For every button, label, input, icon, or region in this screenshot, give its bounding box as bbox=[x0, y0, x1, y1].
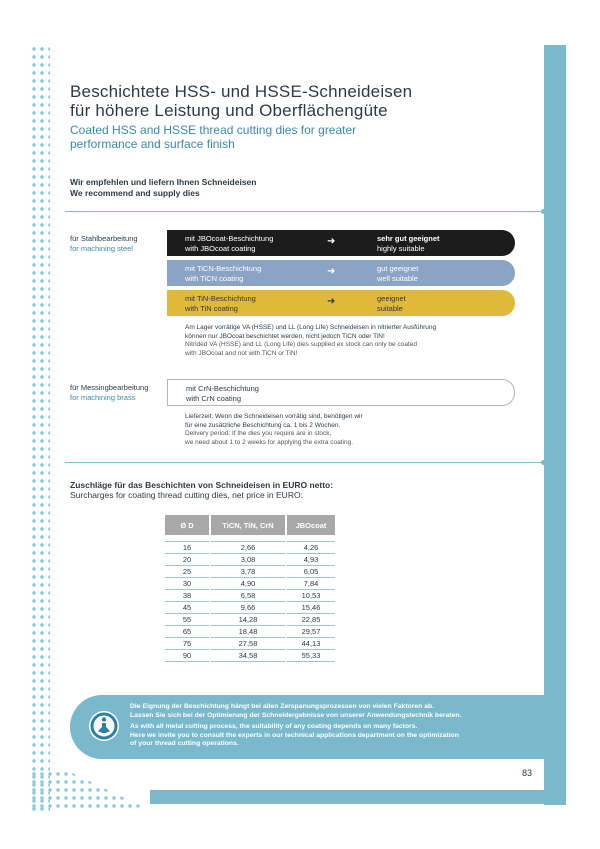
table-cell: 4,90 bbox=[210, 577, 286, 589]
table-cell: 6,05 bbox=[286, 565, 336, 577]
column-header: JBOcoat bbox=[286, 515, 336, 535]
table-cell: 65 bbox=[165, 625, 210, 637]
table-cell: 18,48 bbox=[210, 625, 286, 637]
delivery-note: Lieferzeit: Wenn die Schneideisen vorrätig sind, benötigen wir für eine zusätzliche Beschichtung ca. 1 bis 2 Wochen. Delivery period: If the dies you require are in stock, we need about 1 to 2 weeks for applying the extra coating. bbox=[185, 413, 363, 447]
table-cell: 7,84 bbox=[286, 577, 336, 589]
table-row bbox=[165, 565, 336, 577]
arrow-icon: ➜ bbox=[327, 236, 336, 247]
table-cell: 2,66 bbox=[210, 541, 286, 553]
divider bbox=[65, 211, 545, 212]
table-row bbox=[165, 649, 336, 661]
table-cell: 55 bbox=[165, 613, 210, 625]
coating-row-jbocoat: mit JBOcoat-Beschichtung with JBOcoat coating ➜ sehr gut geeignet highly suitable bbox=[167, 230, 515, 256]
table-cell: 25 bbox=[165, 565, 210, 577]
divider-dot bbox=[541, 460, 546, 465]
table-cell: 90 bbox=[165, 649, 210, 661]
arrow-icon: ➜ bbox=[327, 266, 336, 277]
surcharge-table bbox=[165, 515, 337, 662]
steel-label: für Stahlbearbeitung for machining steel bbox=[70, 234, 138, 253]
table-cell: 34,58 bbox=[210, 649, 286, 661]
table-cell: 22,85 bbox=[286, 613, 336, 625]
table-row bbox=[165, 637, 336, 649]
table-cell: 29,57 bbox=[286, 625, 336, 637]
intro-text: Wir empfehlen und liefern Ihnen Schneideisen We recommend and supply dies bbox=[70, 177, 257, 198]
table-row bbox=[165, 625, 336, 637]
table-cell: 10,53 bbox=[286, 589, 336, 601]
bottom-accent-bar bbox=[150, 790, 566, 804]
page-title: Beschichtete HSS- und HSSE-Schneideisen für höhere Leistung und Oberflächengüte bbox=[70, 82, 413, 120]
table-cell: 3,08 bbox=[210, 553, 286, 565]
table-cell: 15,46 bbox=[286, 601, 336, 613]
table-row bbox=[165, 553, 336, 565]
table-row bbox=[165, 541, 336, 553]
table-cell: 20 bbox=[165, 553, 210, 565]
decorative-dots-left bbox=[30, 45, 50, 815]
decorative-dots-bottom bbox=[30, 770, 150, 810]
table-cell: 4,26 bbox=[286, 541, 336, 553]
table-row bbox=[165, 589, 336, 601]
table-cell: 16 bbox=[165, 541, 210, 553]
info-icon bbox=[89, 711, 119, 741]
column-header: Ø D bbox=[165, 515, 210, 535]
table-cell: 30 bbox=[165, 577, 210, 589]
table-row bbox=[165, 601, 336, 613]
brass-label: für Messingbearbeitung for machining brass bbox=[70, 383, 149, 402]
coating-row-tin: mit TiN-Beschichtung with TiN coating ➜ geeignet suitable bbox=[167, 290, 515, 316]
table-cell: 6,58 bbox=[210, 589, 286, 601]
table-cell: 14,28 bbox=[210, 613, 286, 625]
table-cell: 38 bbox=[165, 589, 210, 601]
divider-dot bbox=[541, 209, 546, 214]
table-cell: 4,93 bbox=[286, 553, 336, 565]
table-cell: 75 bbox=[165, 637, 210, 649]
divider bbox=[65, 462, 545, 463]
table-cell: 45 bbox=[165, 601, 210, 613]
steel-note: Am Lager vorrätige VA (HSSE) und LL (Long Life) Schneideisen in nitrierter Ausführung können nur JBOcoat beschichtet werden, nicht jedoch TiCN oder TiN! Nitrided VA (HSSE) and LL (Long Life) dies supplied ex stock can only be coated with JBOcoat and not with TiCN or TiN! bbox=[185, 324, 437, 358]
table-row bbox=[165, 577, 336, 589]
info-text: Die Eignung der Beschichtung hängt bei allen Zerspanungsprozessen von vielen Faktoren ab. Lassen Sie sich bei der Optimierung der Schneidergebnisse von unserer Anwendungstechnik beraten. As with all metal cutting process, the suitability of any coating depends on many factors. Here we invite you to consult the experts in our technical applications department on the optimization of your thread cutting operations. bbox=[130, 703, 462, 748]
arrow-icon: ➜ bbox=[327, 296, 336, 307]
coating-row-crn: mit CrN-Beschichtung with CrN coating bbox=[167, 379, 515, 406]
column-header: TiCN, TiN, CrN bbox=[210, 515, 286, 535]
surcharge-subheading: Surcharges for coating thread cutting dies, net price in EURO: bbox=[70, 490, 303, 500]
page-subtitle: Coated HSS and HSSE thread cutting dies for greater performance and surface finish bbox=[70, 123, 357, 151]
table-cell: 9,66 bbox=[210, 601, 286, 613]
right-accent-bar bbox=[544, 45, 566, 805]
coating-row-ticn: mit TiCN-Beschichtung with TiCN coating ➜ gut geeignet well suitable bbox=[167, 260, 515, 286]
table-cell: 44,13 bbox=[286, 637, 336, 649]
table-cell: 3,78 bbox=[210, 565, 286, 577]
table-cell: 55,33 bbox=[286, 649, 336, 661]
table-cell: 27,58 bbox=[210, 637, 286, 649]
surcharge-heading: Zuschläge für das Beschichten von Schneideisen in EURO netto: bbox=[70, 480, 334, 490]
page-number: 83 bbox=[522, 768, 533, 778]
table-row bbox=[165, 613, 336, 625]
